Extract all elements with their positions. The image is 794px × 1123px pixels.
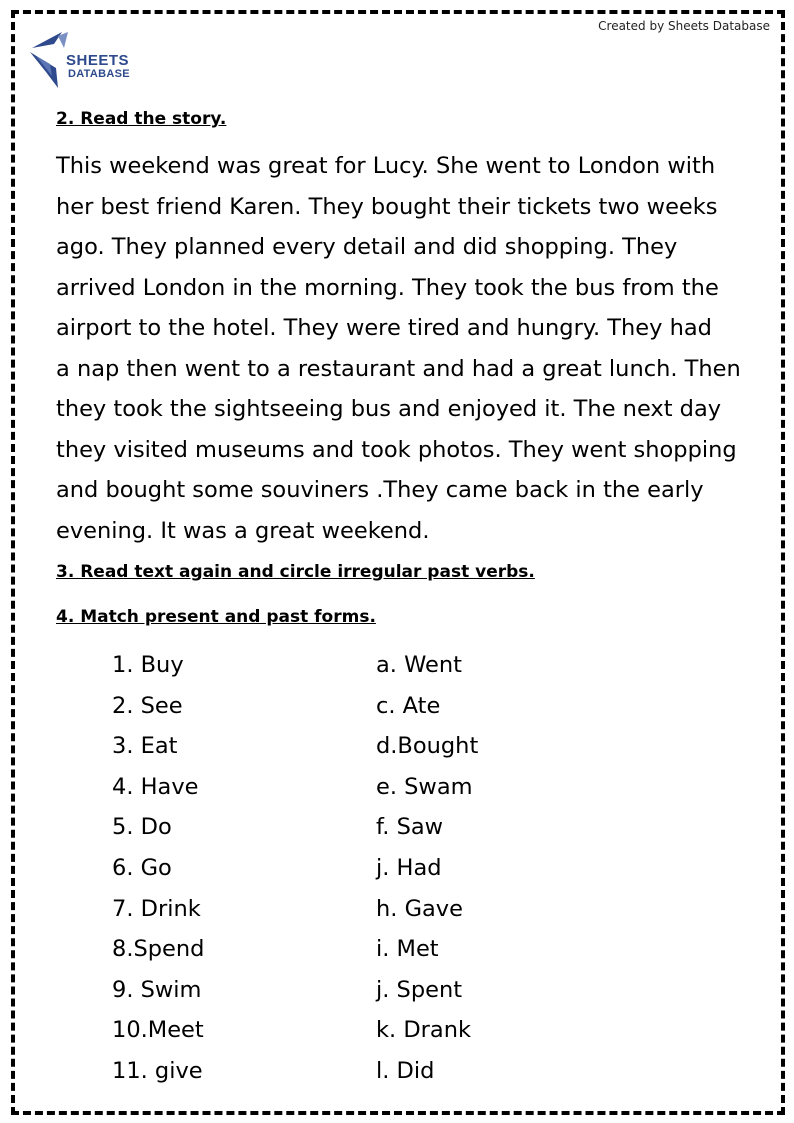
- sheets-database-logo: [28, 28, 138, 90]
- past-form-item: j. Had: [376, 854, 442, 881]
- story-line: they took the sightseeing bus and enjoyed it. The next day: [56, 396, 722, 422]
- past-form-item: i. Met: [376, 936, 439, 963]
- present-form-item: 1. Buy: [112, 652, 184, 678]
- present-form-item: 9. Swim: [112, 976, 202, 1003]
- past-form-item: c. Ate: [376, 692, 441, 719]
- past-form-item: k. Drank: [376, 1017, 471, 1044]
- story-line: arrived London in the morning. They took the bus from the: [56, 274, 719, 301]
- story-line: and bought some souviners .They came back in the early: [56, 477, 704, 503]
- past-form-item: a. Went: [376, 652, 462, 678]
- section3-heading: 3. Read text again and circle irregular past verbs.: [56, 562, 535, 582]
- story-line: they visited museums and took photos. They went shopping: [56, 436, 737, 463]
- past-form-item: l. Did: [376, 1057, 435, 1084]
- past-form-item: d.Bought: [376, 733, 479, 760]
- present-form-item: 7. Drink: [112, 895, 201, 922]
- past-forms-list: [376, 645, 478, 1092]
- present-form-item: 11. give: [112, 1057, 203, 1084]
- story-line: a nap then went to a restaurant and had a great lunch. Then: [56, 355, 741, 382]
- story-line: This weekend was great for Lucy. She went to London with: [56, 153, 716, 179]
- credit-text: Created by Sheets Database: [598, 19, 770, 33]
- present-form-item: 6. Go: [112, 854, 172, 881]
- present-form-item: 10.Meet: [112, 1017, 204, 1044]
- logo-word-database: DATABASE: [68, 68, 130, 80]
- story-line: airport to the hotel. They were tired and hungry. They had: [56, 315, 712, 341]
- past-form-item: e. Swam: [376, 773, 473, 800]
- present-form-item: 4. Have: [112, 773, 199, 800]
- past-form-item: j. Spent: [376, 976, 463, 1003]
- section2-heading: 2. Read the story.: [56, 109, 227, 129]
- present-form-item: 3. Eat: [112, 733, 178, 760]
- story-line: ago. They planned every detail and did shopping. They: [56, 234, 678, 260]
- story-line: her best friend Karen. They bought their tickets two weeks: [56, 193, 718, 220]
- present-form-item: 2. See: [112, 692, 183, 719]
- story-text: [56, 146, 766, 551]
- past-form-item: f. Saw: [376, 814, 444, 841]
- past-form-item: h. Gave: [376, 895, 463, 922]
- story-line: evening. It was a great weekend.: [56, 517, 430, 544]
- logo-word-sheets: SHEETS: [66, 52, 130, 69]
- section4-heading: 4. Match present and past forms.: [56, 607, 376, 627]
- present-form-item: 8.Spend: [112, 936, 205, 963]
- present-form-item: 5. Do: [112, 814, 172, 841]
- present-forms-list: [112, 645, 204, 1092]
